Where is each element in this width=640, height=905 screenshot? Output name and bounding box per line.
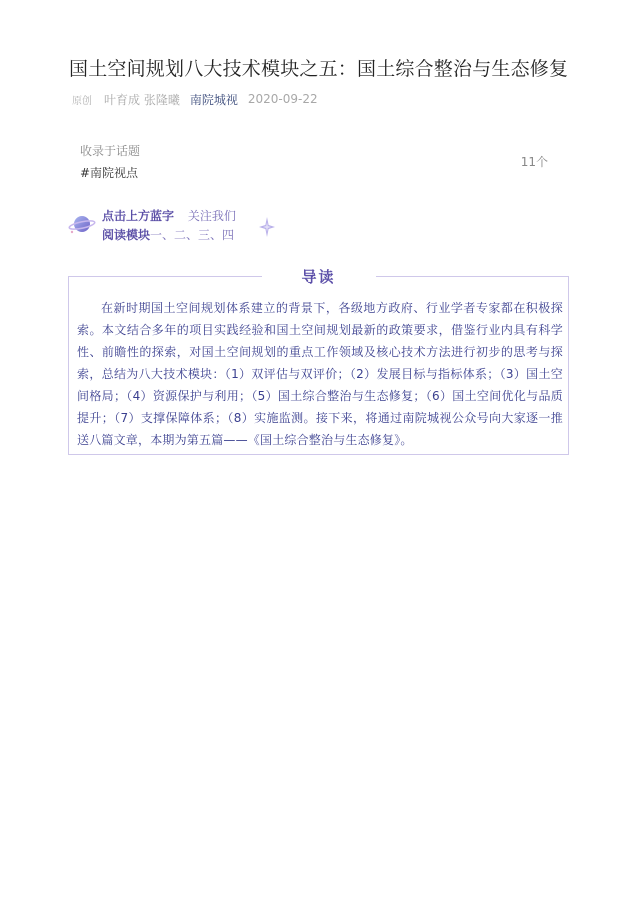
author-names: 叶育成 张隆曦 <box>104 92 180 107</box>
topic-tag-link[interactable]: #南院视点 <box>80 166 139 180</box>
planet-icon <box>68 210 96 238</box>
topic-collection[interactable] <box>80 142 560 188</box>
module-numbers: 一、二、三、四 <box>150 228 235 242</box>
click-blue-text: 点击上方蓝字 <box>102 209 175 223</box>
original-tag: 原创 <box>72 95 92 107</box>
follow-banner <box>68 204 288 244</box>
topic-label: 收录于话题 <box>80 144 141 158</box>
guide-box <box>68 268 569 455</box>
topic-count: 11个 <box>520 155 548 169</box>
follow-line-1 <box>102 207 236 225</box>
follow-us-text: 关注我们 <box>187 209 236 223</box>
guide-text: 在新时期国土空间规划体系建立的背景下，各级地方政府、行业学者专家都在积极探索。本文结合多年的项目实践经验和国土空间规划最新的政策要求，借鉴行业内具有科学性、前瞻性的探索，对国土空间规划的重点工作领域及核心技术方法进行初步的思考与探索，总结为八大技术模块：（1）双评估与双评价；（2）发展目标与指标体系；（3）国土空间格局；（4）资源保护与利用；（5）国土综合整治与生态修复；（6）国土空间优化与品质提升；（7）支撑保障体系；（8）实施监测。接下来，将通过南院城视公众号向大家逐一推送八篇文章，本期为第五篇——《国土综合整治与生态修复》。 <box>77 301 563 447</box>
article-meta <box>72 90 318 108</box>
sparkle-icon <box>258 216 276 238</box>
article-title: 国土空间规划八大技术模块之五：国土综合整治与生态修复 <box>69 58 569 80</box>
follow-line-2 <box>102 226 234 244</box>
guide-title-wrap <box>261 267 375 287</box>
publish-date: 2020-09-22 <box>247 92 318 106</box>
account-name-link[interactable]: 南院城视 <box>189 92 238 107</box>
guide-title: 导读 <box>301 268 336 286</box>
read-module-text: 阅读模块 <box>102 228 151 242</box>
